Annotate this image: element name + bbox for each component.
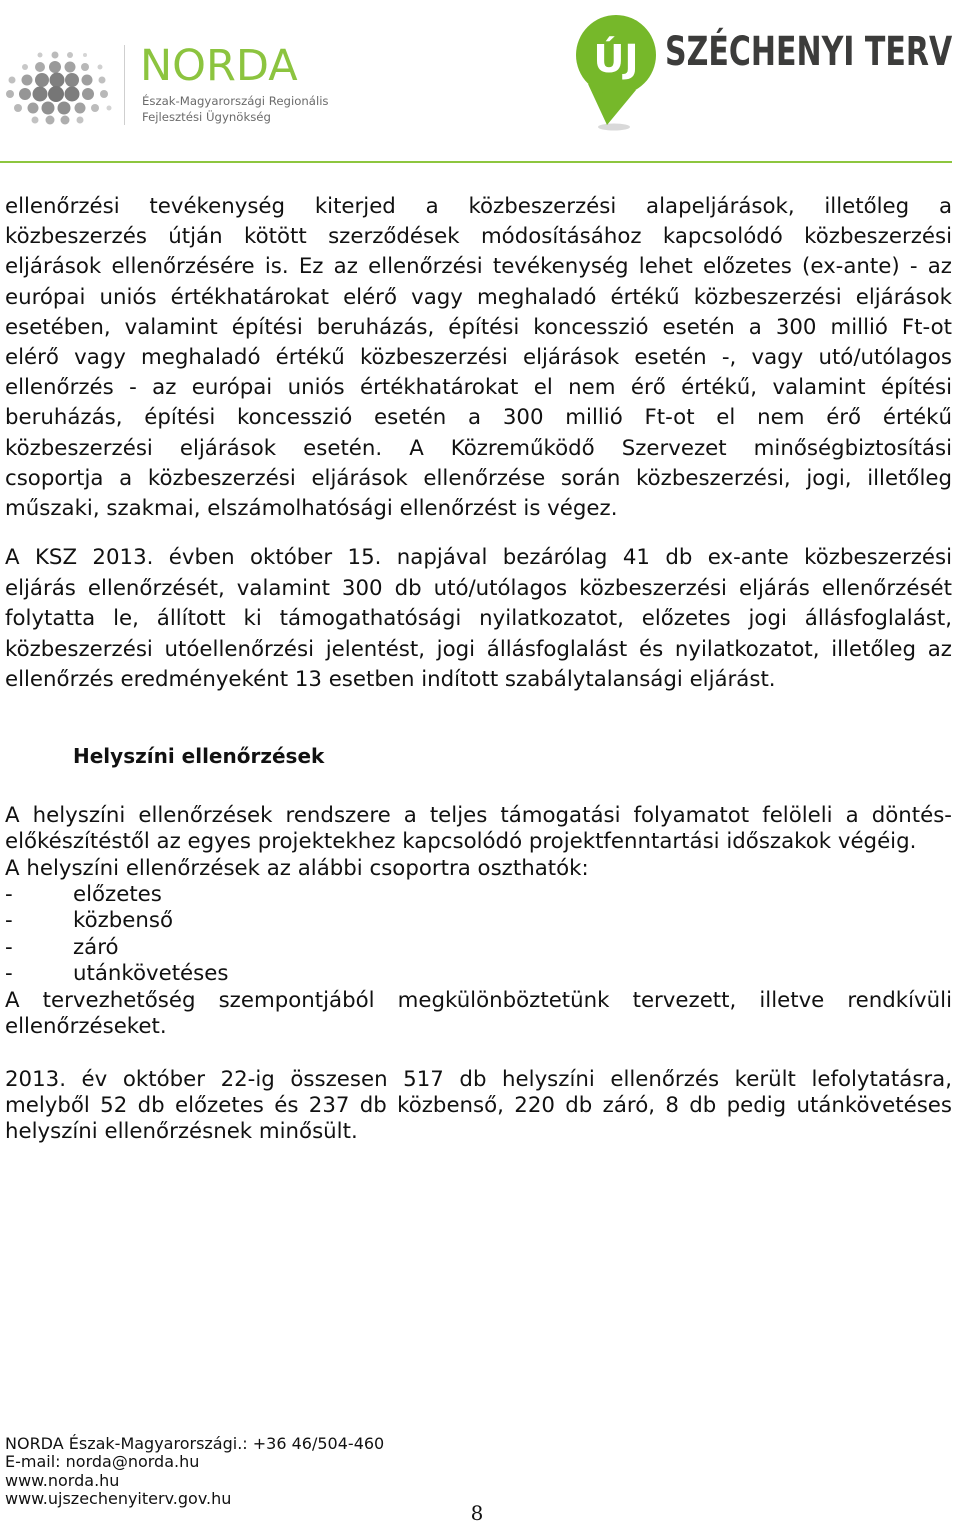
- paragraph-line: közbeszerzés útján kötött szerződések módosításához kapcsolódó közbeszerzési: [5, 224, 952, 250]
- paragraph-onsite-inspection-summary: [5, 1067, 952, 1145]
- norda-logo-name: NORDA: [140, 41, 298, 91]
- norda-logo-divider: [124, 45, 125, 125]
- page-number: 8: [470, 1501, 484, 1523]
- paragraph-line: melyből 52 db előzetes és 237 db közbenső, 220 db záró, 8 db pedig utánkövetéses: [5, 1093, 952, 1118]
- norda-dots-logo-icon: [0, 45, 122, 130]
- map-pin-icon: [570, 8, 665, 132]
- list-bullet: -: [5, 934, 13, 960]
- list-item-text: előzetes: [73, 882, 162, 908]
- section-heading: Helyszíni ellenőrzések: [73, 744, 325, 768]
- szechenyi-terv-logo-name: SZÉCHENYI TERV: [665, 29, 953, 75]
- paragraph-line: folytatta le, állított ki támogathatósági nyilatkozatot, előzetes jogi állásfoglalást,: [5, 606, 952, 631]
- norda-logo-subtitle: [142, 93, 329, 125]
- paragraph-line: csoportja a közbeszerzési eljárások ellenőrzése során közbeszerzési, jogi, illetőleg: [5, 465, 952, 491]
- paragraph-line: 2013. év október 22-ig összesen 517 db helyszíni ellenőrzés került lefolytatásra,: [5, 1067, 952, 1092]
- list-item: [5, 935, 952, 961]
- paragraph-line: eljárás ellenőrzését, valamint 300 db utó/utólagos közbeszerzési eljárás ellenőrzését: [5, 575, 952, 601]
- paragraph-public-procurement-scope: [5, 192, 952, 524]
- paragraph-line: ellenőrzés - az európai uniós értékhatárokat el nem érő értékű, valamint építési: [5, 375, 952, 401]
- norda-subtitle-line: Fejlesztési Ügynökség: [142, 110, 271, 124]
- paragraph-line: műszaki, szakmai, elszámolhatósági ellenőrzést is végez.: [5, 496, 618, 522]
- footer-website: www.norda.hu: [5, 1470, 120, 1490]
- list-item: [5, 908, 952, 934]
- paragraph-line: ellenőrzés eredményeként 13 esetben indított szabálytalansági eljárást.: [5, 667, 776, 692]
- list-item: [5, 882, 952, 908]
- footer-website: www.ujszechenyiterv.gov.hu: [5, 1488, 232, 1508]
- paragraph-ksz-statistics: [5, 543, 952, 696]
- paragraph-line: elérő vagy meghaladó értékű közbeszerzési eljárások esetén -, vagy utó/utólagos: [5, 345, 952, 371]
- paragraph-line: eljárások ellenőrzésére is. Ez az ellenőrzési tevékenység lehet előzetes (ex-ante) - az: [5, 254, 952, 280]
- paragraph-line: előkészítéstől az egyes projektekhez kapcsolódó projektfenntartási időszakok végéig.: [5, 829, 917, 855]
- uj-badge-text: ÚJ: [593, 37, 639, 81]
- page-footer: [5, 1435, 384, 1508]
- paragraph-line: közbeszerzési utóellenőrzési jelentést, jogi állásfoglalást és nyilatkozatot, illetőleg az: [5, 636, 952, 662]
- list-bullet: -: [5, 882, 13, 908]
- paragraph-line: A helyszíni ellenőrzések az alábbi csoportra oszthatók:: [5, 855, 589, 881]
- paragraph-line: európai uniós értékhatárokat elérő vagy meghaladó értékű közbeszerzési eljárások: [5, 284, 952, 310]
- list-item-text: záró: [73, 934, 119, 960]
- paragraph-line: ellenőrzési tevékenység kiterjed a közbeszerzési alapeljárások, illetőleg a: [5, 194, 952, 219]
- list-item-text: közbenső: [73, 908, 174, 934]
- paragraph-line: közbeszerzési eljárások esetén. A Közreműködő Szervezet minőségbiztosítási: [5, 435, 952, 461]
- paragraph-line: beruházás, építési koncesszió esetén a 300 millió Ft-ot el nem érő értékű: [5, 405, 952, 431]
- norda-subtitle-line: Észak-Magyarországi Regionális: [142, 94, 329, 108]
- list-item-text: utánkövetéses: [73, 961, 229, 987]
- paragraph-line: A helyszíni ellenőrzések rendszere a teljes támogatási folyamatot felöleli a döntés-: [5, 802, 952, 828]
- paragraph-line: esetében, valamint építési beruházás, építési koncesszió esetén a 300 millió Ft-ot: [5, 314, 952, 340]
- list-bullet: -: [5, 961, 13, 987]
- list-bullet: -: [5, 908, 13, 934]
- paragraph-line: helyszíni ellenőrzésnek minősült.: [5, 1119, 358, 1144]
- footer-email: E-mail: norda@norda.hu: [5, 1452, 200, 1472]
- paragraph-line: A KSZ 2013. évben október 15. napjával bezárólag 41 db ex-ante közbeszerzési: [5, 545, 952, 570]
- footer-contact: NORDA Észak-Magyarországi.: +36 46/504-460: [5, 1434, 385, 1453]
- list-item: [5, 961, 952, 987]
- paragraph-line: ellenőrzéseket.: [5, 1014, 167, 1040]
- section-body: [5, 803, 952, 1041]
- header-divider: [0, 161, 952, 163]
- paragraph-line: A tervezhetőség szempontjából megkülönböztetünk tervezett, illetve rendkívüli: [5, 987, 952, 1013]
